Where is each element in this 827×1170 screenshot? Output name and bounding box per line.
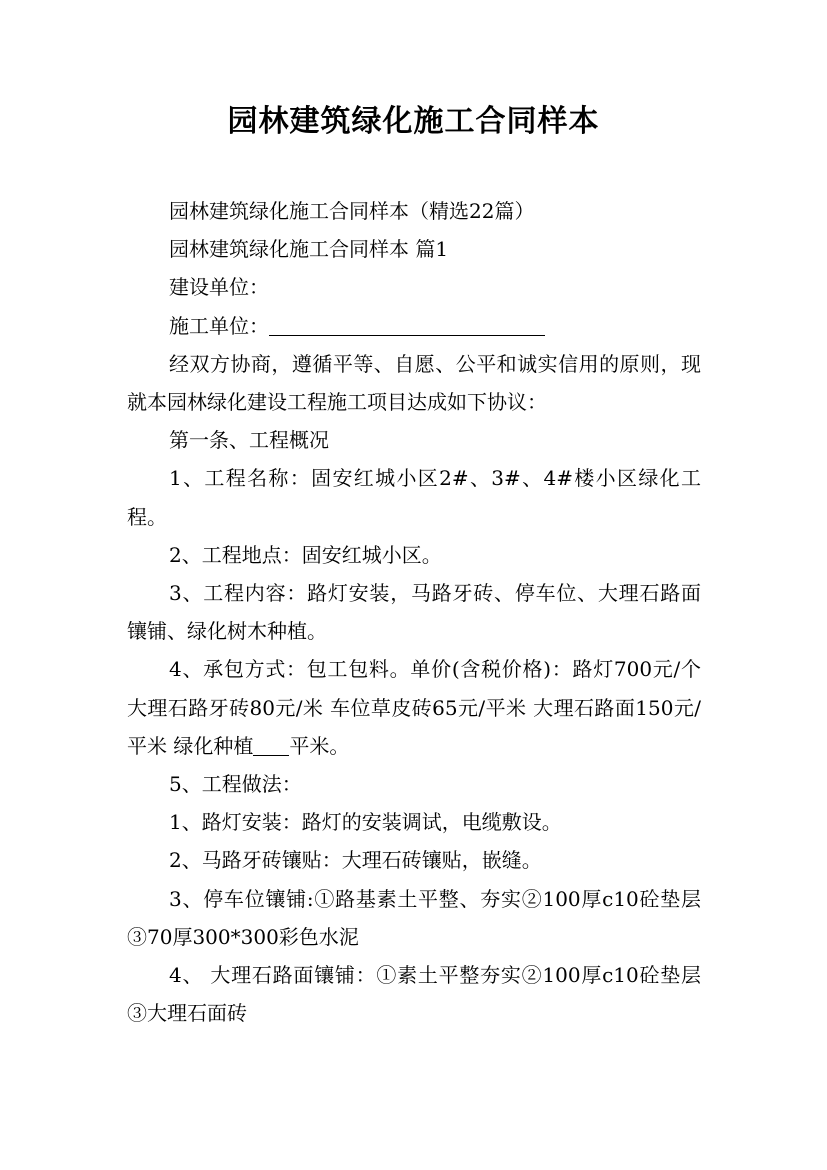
item-1-project-name: 1、工程名称：固安红城小区2#、3#、4#楼小区绿化工程。 [127,466,701,529]
intro-paragraph: 经双方协商，遵循平等、自愿、公平和诚实信用的原则，现就本园林绿化建设工程施工项目达成如下协议： [127,351,701,415]
item-4-suffix: 平米。 [289,733,350,758]
item-5-methods-heading: 5、工程做法： [169,772,302,797]
section-heading: 园林建筑绿化施工合同样本 篇1 [169,237,449,262]
contractor-party-label: 施工单位： [169,313,269,338]
document-body [127,192,708,1032]
method-4-marble-road: 4、 大理石路面镶铺：①素土平整夯实②100厚c10砼垫层③大理石面砖 [127,963,701,1026]
item-3-project-content: 3、工程内容：路灯安装，马路牙砖、停车位、大理石路面镶铺、绿化树木种植。 [127,581,701,644]
contractor-blank-line [269,313,545,336]
document-subtitle: 园林建筑绿化施工合同样本（精选22篇） [169,199,535,223]
method-2-curb-tile: 2、马路牙砖镶贴：大理石砖镶贴，嵌缝。 [169,848,542,873]
method-1-street-lamp: 1、路灯安装：路灯的安装调试，电缆敷设。 [169,810,562,835]
item-2-project-location: 2、工程地点：固安红城小区。 [169,542,442,567]
builder-party-line [127,268,701,306]
article-1-heading: 第一条、工程概况 [169,428,329,453]
item-4-contract-method [127,650,708,765]
builder-party-label: 建设单位： [169,275,269,300]
greening-area-blank [253,733,289,756]
item-4-prefix: 4、承包方式：包工包料。单价(含税价格)：路灯700元/个 大理石路牙砖80元/米 车位草皮砖65元/平米 大理石路面150元/平米 绿化种植 [127,657,708,758]
document-title: 园林建筑绿化施工合同样本 [227,104,600,139]
method-3-parking-space: 3、停车位镶铺:①路基素土平整、夯实②100厚c10砼垫层③70厚300*300彩色水泥 [127,886,701,949]
contractor-party-line [127,307,701,345]
